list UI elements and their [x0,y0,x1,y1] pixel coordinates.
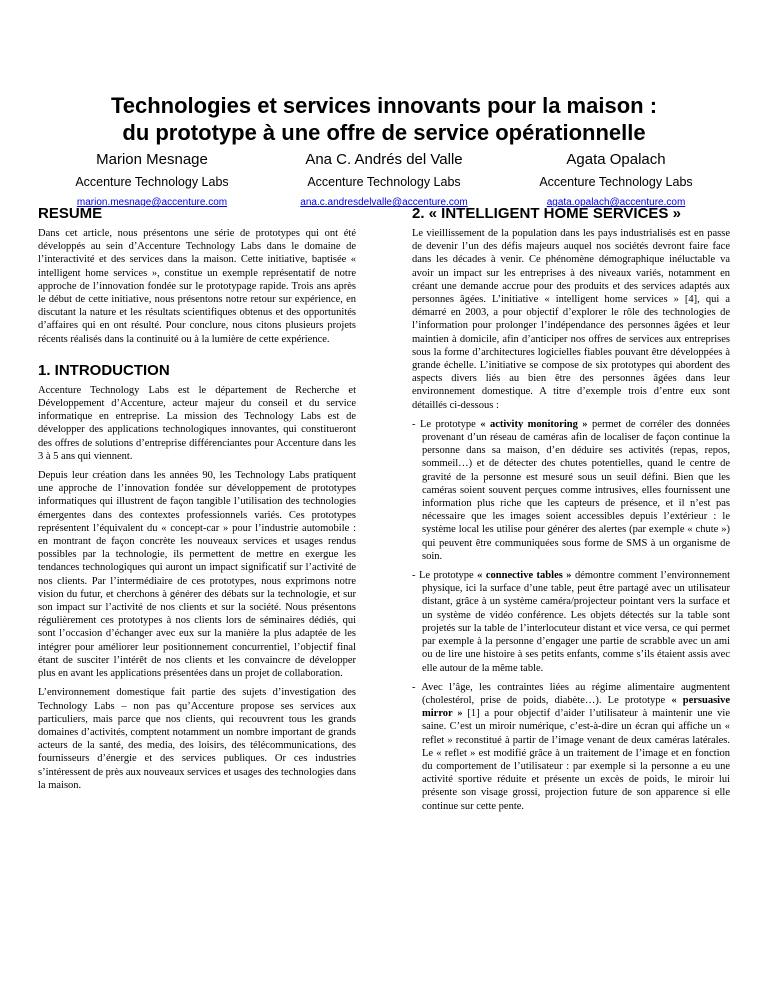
author-3 [506,150,726,210]
author-name: Marion Mesnage [96,151,208,168]
resume-paragraph: Dans cet article, nous présentons une série de prototypes qui ont été développés au sein d’Accenture Technology Labs dans le domaine de l’interactivité et des services dans la maison. Cette initiative, baptisée « intelligent home services », constitue un exemple représentatif de notre approche de l’innovation fondée sur le prototypage rapide. Trois ans après le début de cette initiative, nous présentons notre retour sur expérience, en discutant la nature et les résultats scientifiques obtenus et des opportunités d’affaires qui en ont résulté. Pour conclure, nous citons plusieurs projets récents réalisés dans la continuité ou à la lumière de cette expérience. [38,228,356,345]
left-column [38,205,356,798]
author-2 [274,150,494,210]
intro-paragraph-2: Depuis leur création dans les années 90, les Technology Labs pratiquent une approche de l’innovation fondée sur développement de prototypes informatiques qui illustrent de façon tangible l’utilisation des technologies émergentes dans des contextes professionnels variés. Ces prototypes représentent l’équivalent du « concept-car » pour l’industrie automobile : en montrant de façon concrète les nouveaux services et usages rendus possibles par la technologie, ils permettent de mettre en exergue les tendances technologiques qui auront un impact significatif sur l’activité de nos clients. Par l’intermédiaire de ces prototypes, nous exprimons notre vision du futur, et cherchons à générer des débats sur la technologie, et sur son impact sur l’activité de nos clients et sur la société. Nous présentons régulièrement ces prototypes à nos clients lors de séminaires dédiés, qui sont l’occasion d’échanger avec eux sur la manière la plus adaptée de les intégrer pour améliorer leur positionnement concurrentiel, l’objectif final étant de susciter l’intérêt de nos clients et les convaincre de développer plus en avant les applications présentées dans un projet de collaboration. [38,470,356,680]
prototype-list [412,418,730,813]
title-line-1: Technologies et services innovants pour la maison : [110,93,658,118]
list-item-text: permet de corréler des données provenant d’un réseau de caméras afin de localiser de façon continue la personne dans sa maison, d’en déduire ses activités (repas, repos, sommeil…) et de détecter des chutes potentielles, quand le centre de gravité de la personne est mesuré sous un seuil défini. Bien que les caméras soient souvent perçues comme intrusives, elles fournissent une information plus riche que les capteurs de présence, et il n’est pas nécessaire que les images soient accessibles depuis l’extérieur : le système local les utilise pour générer des alertes (par exemple « chute ») qui peuvent être communiquées sous forme de SMS à un organisme de soin. [422,418,731,562]
title-line-2: du prototype à une offre de service opérationnelle [122,120,646,145]
intro-paragraph-3: L’environnement domestique fait partie des sujets d’investigation des Technology Labs – non pas qu’Accenture propose ses services aux particuliers, mais parce que nos clients, qui recouvrent tous les grands domaines d’activités, comptent notamment un nombre important de grands acteurs de la santé, des media, des loisirs, des télécommunications, des fournisseurs d’énergie et des services publiques. Or ces industries s’intéressent de près aux nouveaux services et usages des technologies dans la maison. [38,687,356,791]
list-item-lead: - Le prototype [412,570,478,582]
author-name: Agata Opalach [566,151,666,168]
list-item-connective-tables [412,569,730,675]
paper-title [40,92,728,146]
author-name: Ana C. Andrés del Valle [305,151,463,168]
author-email-link[interactable]: agata.opalach@accenture.com [546,197,686,208]
section-2-paragraph: Le vieillissement de la population dans les pays industrialisés est en passe de devenir l’un des défis majeurs auquel nos sociétés devront faire face dans les décades à venir. Ce phénomène démographique inéluctable va avoir un impact sur les entreprises à des niveaux variés, notamment en créant une demande accrue pour des produits et des services adaptés aux personnes âgées. L’initiative « intelligent home services » [4], qui a démarré en 2003, a pour objectif d’explorer le rôle des technologies de l’information pour prolonger l’indépendance des personnes âgées et leur maintien à domicile, afin d’anticiper nos offres de services aux entreprises sous la forme d’architectures logicielles fiables pouvant être développées à grande échelle. L’initiative se compose de six prototypes qui abordent des aspects divers liés au bien être des personnes âgées dans leur environnement domestique. A titre d’exemple trois d’entre eux sont détaillés ci-dessous : [412,228,730,411]
list-item-persuasive-mirror [412,681,730,813]
list-item-lead: - Le prototype [412,418,481,430]
list-item-text: démontre comment l’environnement physique, ici la surface d’une table, peut être partagé avec un utilisateur distant, grâce à un système caméra/projecteur pointant vers la surface et un système de vidéo conférence. Les objets détectés sur la table sont projetés sur la table de l’interlocuteur distant et vice versa, ce qui permet par exemple à la personne d’engager une partie de scrabble avec un ami ou de lire une histoire à ses petits enfants, comme s’ils étaient assis avec elle autour de la même table. [422,570,730,674]
list-item-keyword: « activity monitoring » [480,418,588,430]
introduction-heading: 1. INTRODUCTION [38,361,170,379]
list-item-keyword: « connective tables » [477,570,572,582]
author-affiliation: Accenture Technology Labs [75,175,229,189]
author-1 [42,150,262,210]
author-email-link[interactable]: marion.mesnage@accenture.com [76,197,228,208]
author-block [42,150,726,210]
list-item-activity-monitoring [412,418,730,563]
intro-paragraph-1: Accenture Technology Labs est le département de Recherche et Développement d’Accenture, acteur majeur du conseil et du service informatique en entreprise. La mission des Technology Labs est de développer des applications technologiques innovantes, qui constitueront des offres de solutions d’entreprise différenciantes pour Accenture dans les 3 à 5 ans qui viennent. [38,384,356,462]
author-email-link[interactable]: ana.c.andresdelvalle@accenture.com [300,197,468,208]
list-item-lead: - Avec l’âge, les contraintes liées au régime alimentaire augmentent (cholestérol, prise de poids, diabète…). Le prototype [412,681,730,706]
author-affiliation: Accenture Technology Labs [539,175,693,189]
list-item-keyword: « persuasive mirror » [422,694,731,720]
resume-heading: RESUME [38,205,103,222]
list-item-text: [1] a pour objectif d’aider l’utilisateur à maintenir une vie saine. C’est un miroir numérique, c’est-à-dire un écran qui affiche un « reflet » reconstitué à partir de l’image venant de deux caméras latérales. Le « reflet » est modifié grâce à un traitement de l’image et en fonction du comportement de l’utilisateur : par exemple si la personne a eu une activité sportive réduite et présente un excès de poids, le miroir lui présente son visage grossi, projection future de son apparence si elle continue sur cette pente. [422,708,731,812]
author-affiliation: Accenture Technology Labs [307,175,461,189]
right-column [412,205,730,819]
section-2-heading: 2. « INTELLIGENT HOME SERVICES » [412,205,681,222]
